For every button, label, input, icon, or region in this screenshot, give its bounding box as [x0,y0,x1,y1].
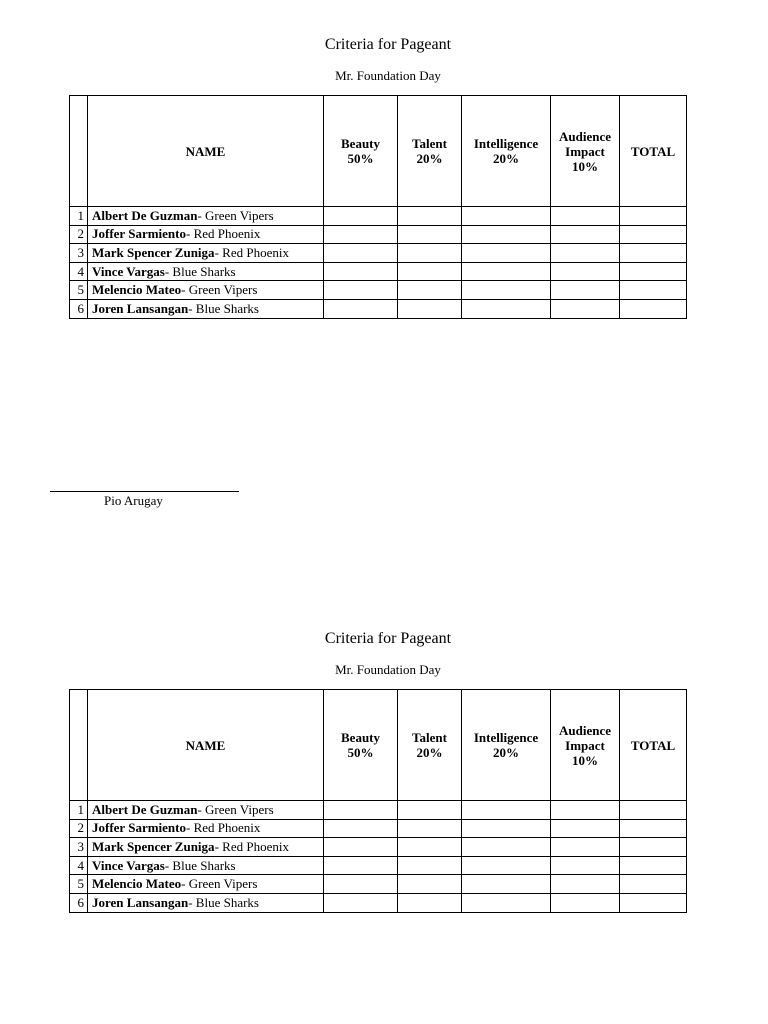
row-number: 2 [70,225,88,244]
beauty-score-cell[interactable] [324,801,398,820]
beauty-score-cell[interactable] [324,819,398,838]
contestant-cell [88,819,324,838]
intelligence-score-cell[interactable] [462,207,551,226]
table-row [70,299,687,318]
header-name: NAME [88,96,324,207]
contestant-cell [88,262,324,281]
contestant-name: Albert De Guzman [92,801,198,817]
audience-impact-score-cell[interactable] [551,225,620,244]
row-number: 3 [70,838,88,857]
contestant-name: Joren Lansangan [92,894,189,910]
talent-score-cell[interactable] [398,207,462,226]
audience-impact-score-cell[interactable] [551,262,620,281]
talent-score-cell[interactable] [398,893,462,912]
row-number: 1 [70,207,88,226]
total-score-cell[interactable] [620,225,687,244]
audience-impact-score-cell[interactable] [551,281,620,300]
total-score-cell[interactable] [620,838,687,857]
row-number: 3 [70,244,88,263]
row-number: 5 [70,875,88,894]
intelligence-score-cell[interactable] [462,244,551,263]
header-audience-impact: Audience Impact 10% [551,96,620,207]
table-row [70,801,687,820]
contestant-team: - Green Vipers [197,207,274,223]
table-row [70,281,687,300]
contestant-name: Joffer Sarmiento [92,820,186,836]
signature-line [50,491,239,492]
contestant-team: - Red Phoenix [214,838,289,854]
header-number [70,690,88,801]
total-score-cell[interactable] [620,207,687,226]
contestant-cell [88,838,324,857]
contestant-cell [88,875,324,894]
intelligence-score-cell[interactable] [462,801,551,820]
row-number: 5 [70,281,88,300]
talent-score-cell[interactable] [398,281,462,300]
contestant-name: Joffer Sarmiento [92,226,186,242]
contestant-team: - Red Phoenix [185,226,261,242]
total-score-cell[interactable] [620,875,687,894]
signatory-name: Pio Arugay [104,493,163,508]
audience-impact-score-cell[interactable] [551,801,620,820]
audience-impact-score-cell[interactable] [551,856,620,875]
total-score-cell[interactable] [620,262,687,281]
beauty-score-cell[interactable] [324,875,398,894]
criteria-table [69,689,687,913]
total-score-cell[interactable] [620,244,687,263]
intelligence-score-cell[interactable] [462,281,551,300]
beauty-score-cell[interactable] [324,281,398,300]
contestant-team: - Green Vipers [181,282,258,298]
contestant-team: - Green Vipers [181,876,258,892]
total-score-cell[interactable] [620,856,687,875]
criteria-table [69,95,687,319]
talent-score-cell[interactable] [398,262,462,281]
page-title: Criteria for Pageant [324,36,452,53]
row-number: 6 [70,299,88,318]
total-score-cell[interactable] [620,299,687,318]
intelligence-score-cell[interactable] [462,893,551,912]
contestant-cell [88,244,324,263]
table-row [70,838,687,857]
talent-score-cell[interactable] [398,838,462,857]
page-subtitle: Mr. Foundation Day [335,662,441,677]
talent-score-cell[interactable] [398,801,462,820]
header-name: NAME [88,690,324,801]
row-number: 2 [70,819,88,838]
audience-impact-score-cell[interactable] [551,244,620,263]
talent-score-cell[interactable] [398,225,462,244]
contestant-name: Vince Vargas [92,263,165,279]
contestant-name: Joren Lansangan [92,300,189,316]
header-total: TOTAL [620,96,687,207]
contestant-team: - Blue Sharks [188,300,259,316]
contestant-cell [88,207,324,226]
audience-impact-score-cell[interactable] [551,875,620,894]
talent-score-cell[interactable] [398,244,462,263]
contestant-team: - Red Phoenix [185,820,261,836]
intelligence-score-cell[interactable] [462,838,551,857]
header-talent: Talent 20% [398,96,462,207]
intelligence-score-cell[interactable] [462,856,551,875]
row-number: 4 [70,856,88,875]
contestant-cell [88,856,324,875]
contestant-name: Melencio Mateo [92,876,182,892]
header-talent: Talent 20% [398,690,462,801]
table-row [70,856,687,875]
contestant-name: Mark Spencer Zuniga [92,838,215,854]
contestant-team: - Blue Sharks [164,857,236,873]
contestant-team: - Blue Sharks [164,263,236,279]
table-header-row [70,96,687,207]
audience-impact-score-cell[interactable] [551,207,620,226]
contestant-name: Mark Spencer Zuniga [92,244,215,260]
intelligence-score-cell[interactable] [462,225,551,244]
page-subtitle: Mr. Foundation Day [335,68,441,83]
total-score-cell[interactable] [620,819,687,838]
row-number: 1 [70,801,88,820]
contestant-team: - Blue Sharks [188,894,259,910]
contestant-name: Vince Vargas [92,857,165,873]
intelligence-score-cell[interactable] [462,299,551,318]
intelligence-score-cell[interactable] [462,262,551,281]
contestant-cell [88,299,324,318]
audience-impact-score-cell[interactable] [551,299,620,318]
beauty-score-cell[interactable] [324,207,398,226]
audience-impact-score-cell[interactable] [551,819,620,838]
intelligence-score-cell[interactable] [462,875,551,894]
header-number [70,96,88,207]
header-total: TOTAL [620,690,687,801]
contestant-team: - Green Vipers [197,801,274,817]
table-header-row [70,690,687,801]
intelligence-score-cell[interactable] [462,819,551,838]
contestant-name: Melencio Mateo [92,282,182,298]
beauty-score-cell[interactable] [324,893,398,912]
table-row [70,893,687,912]
total-score-cell[interactable] [620,801,687,820]
table-row [70,262,687,281]
beauty-score-cell[interactable] [324,299,398,318]
talent-score-cell[interactable] [398,875,462,894]
row-number: 6 [70,893,88,912]
table-row [70,819,687,838]
beauty-score-cell[interactable] [324,856,398,875]
contestant-cell [88,893,324,912]
contestant-cell [88,801,324,820]
talent-score-cell[interactable] [398,299,462,318]
contestant-cell [88,281,324,300]
table-row [70,244,687,263]
beauty-score-cell[interactable] [324,225,398,244]
row-number: 4 [70,262,88,281]
beauty-score-cell[interactable] [324,838,398,857]
table-row [70,207,687,226]
beauty-score-cell[interactable] [324,244,398,263]
contestant-team: - Red Phoenix [214,244,289,260]
header-beauty: Beauty 50% [324,690,398,801]
header-beauty: Beauty 50% [324,96,398,207]
page-title: Criteria for Pageant [324,630,452,647]
table-row [70,875,687,894]
header-intelligence: Intelligence 20% [462,690,551,801]
talent-score-cell[interactable] [398,856,462,875]
contestant-name: Albert De Guzman [92,207,198,223]
audience-impact-score-cell[interactable] [551,838,620,857]
beauty-score-cell[interactable] [324,262,398,281]
contestant-cell [88,225,324,244]
audience-impact-score-cell[interactable] [551,893,620,912]
total-score-cell[interactable] [620,893,687,912]
total-score-cell[interactable] [620,281,687,300]
header-intelligence: Intelligence 20% [462,96,551,207]
header-audience-impact: Audience Impact 10% [551,690,620,801]
table-row [70,225,687,244]
talent-score-cell[interactable] [398,819,462,838]
